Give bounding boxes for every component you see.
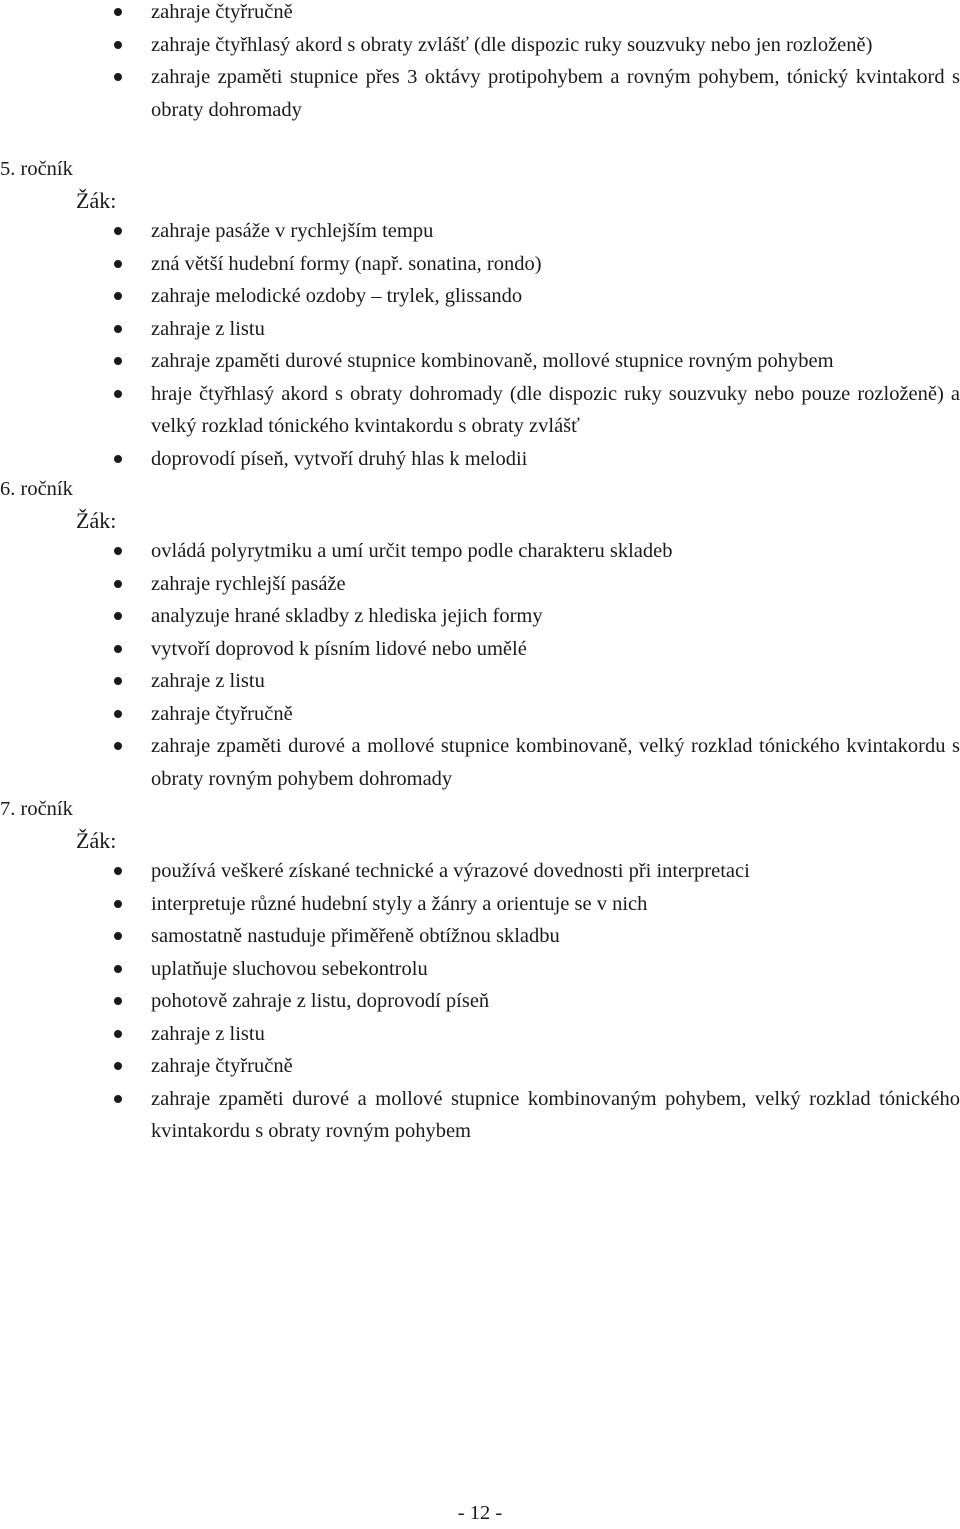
list-item: zahraje čtyřručně (0, 1050, 960, 1083)
list-item: zahraje zpaměti durové a mollové stupnice kombinovaně, velký rozklad tónického kvintakordu s obraty rovným pohybem dohromady (0, 730, 960, 795)
list-item: hraje čtyřhlasý akord s obraty dohromady (dle dispozic ruky souzvuky nebo pouze rozloženě) a velký rozklad tónického kvintakordu s obraty zvlášť (0, 378, 960, 443)
list-item: samostatně nastuduje přiměřeně obtížnou skladbu (0, 920, 960, 953)
intro-list (0, 0, 960, 126)
list-item: zahraje čtyřhlasý akord s obraty zvlášť (dle dispozic ruky souzvuky nebo jen rozloženě) (0, 29, 960, 62)
list-item: uplatňuje sluchovou sebekontrolu (0, 953, 960, 986)
list-item: používá veškeré získané technické a výrazové dovednosti při interpretaci (0, 855, 960, 888)
section-5-list (0, 215, 960, 475)
page-number: - 12 - (457, 1502, 503, 1524)
grade-heading-5: 5. ročník (0, 158, 73, 180)
list-item: zahraje z listu (0, 313, 960, 346)
list-item: analyzuje hrané skladby z hlediska jejich formy (0, 600, 960, 633)
list-item: zahraje pasáže v rychlejším tempu (0, 215, 960, 248)
section-7-list (0, 855, 960, 1148)
list-item: zahraje rychlejší pasáže (0, 568, 960, 601)
list-item: doprovodí píseň, vytvoří druhý hlas k melodii (0, 443, 960, 476)
list-item: pohotově zahraje z listu, doprovodí píseň (0, 985, 960, 1018)
list-item: zahraje zpaměti stupnice přes 3 oktávy protipohybem a rovným pohybem, tónický kvintakord s obraty dohromady (0, 61, 960, 126)
list-item: zná větší hudební formy (např. sonatina, rondo) (0, 248, 960, 281)
list-item: ovládá polyrytmiku a umí určit tempo podle charakteru skladeb (0, 535, 960, 568)
list-item: interpretuje různé hudební styly a žánry a orientuje se v nich (0, 888, 960, 921)
list-item: zahraje čtyřručně (0, 0, 960, 29)
list-item: zahraje z listu (0, 1018, 960, 1051)
student-label-5: Žák: (76, 188, 117, 213)
list-item: zahraje zpaměti durové stupnice kombinovaně, mollové stupnice rovným pohybem (0, 345, 960, 378)
student-label-7: Žák: (76, 828, 117, 853)
list-item: zahraje zpaměti durové a mollové stupnice kombinovaným pohybem, velký rozklad tónického kvintakordu s obraty rovným pohybem (0, 1083, 960, 1148)
list-item: zahraje melodické ozdoby – trylek, glissando (0, 280, 960, 313)
grade-heading-7: 7. ročník (0, 798, 73, 820)
list-item: zahraje z listu (0, 665, 960, 698)
list-item: zahraje čtyřručně (0, 698, 960, 731)
grade-heading-6: 6. ročník (0, 478, 73, 500)
section-6-list (0, 535, 960, 795)
student-label-6: Žák: (76, 508, 117, 533)
list-item: vytvoří doprovod k písním lidové nebo umělé (0, 633, 960, 666)
